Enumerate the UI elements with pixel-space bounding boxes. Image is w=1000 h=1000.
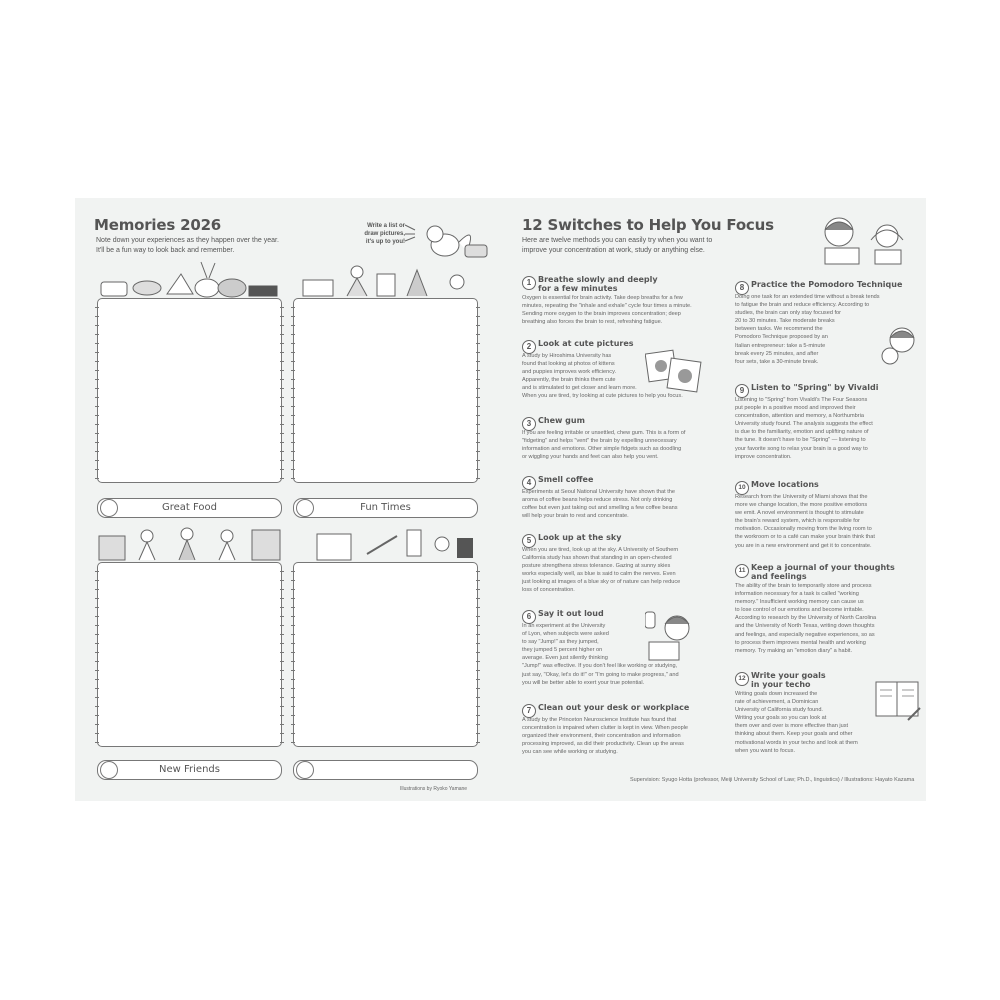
ruler-tick bbox=[95, 397, 99, 398]
ruler-tick bbox=[476, 607, 480, 608]
ruler-tick bbox=[95, 571, 99, 572]
tip-number-badge: 8 bbox=[735, 281, 749, 295]
ruler-tick bbox=[476, 706, 480, 707]
ruler-tick bbox=[280, 679, 284, 680]
ruler-tick bbox=[95, 652, 99, 653]
ruler-tick bbox=[291, 433, 295, 434]
ruler-tick bbox=[476, 697, 480, 698]
ruler-tick bbox=[476, 442, 480, 443]
ruler-tick bbox=[476, 634, 480, 635]
ruler-tick bbox=[95, 361, 99, 362]
tip-number-badge: 2 bbox=[522, 340, 536, 354]
ruler-tick bbox=[280, 451, 284, 452]
ruler-tick bbox=[280, 397, 284, 398]
ruler-tick bbox=[95, 742, 99, 743]
tip-title: Keep a journal of your thoughts and feelings bbox=[751, 563, 895, 581]
ruler-tick bbox=[291, 643, 295, 644]
tip-title: Practice the Pomodoro Technique bbox=[751, 280, 903, 289]
ruler-tick bbox=[476, 388, 480, 389]
ruler-tick bbox=[476, 433, 480, 434]
ruler-tick bbox=[280, 589, 284, 590]
ruler-tick bbox=[95, 307, 99, 308]
ruler-tick bbox=[291, 406, 295, 407]
ruler-tick bbox=[291, 652, 295, 653]
ruler-tick bbox=[291, 598, 295, 599]
ruler-tick bbox=[280, 742, 284, 743]
ruler-tick bbox=[476, 733, 480, 734]
ruler-tick bbox=[476, 724, 480, 725]
ruler-tick bbox=[95, 469, 99, 470]
ruler-tick bbox=[280, 598, 284, 599]
ruler-tick bbox=[95, 478, 99, 479]
ruler-tick bbox=[280, 388, 284, 389]
ruler-tick bbox=[95, 598, 99, 599]
ruler-tick bbox=[291, 688, 295, 689]
tip-body: Experiments at Seoul National University have shown that the aroma of coffee beans helps reduce stress. Not only drinking coffee but even just taking out and smelling a few coffee beans will help your brain to rest and concentrate. bbox=[522, 489, 678, 520]
ruler-tick bbox=[280, 361, 284, 362]
ruler-tick bbox=[476, 652, 480, 653]
ruler-tick bbox=[291, 679, 295, 680]
ruler-tick bbox=[291, 307, 295, 308]
ruler-tick bbox=[291, 697, 295, 698]
ruler-tick bbox=[95, 733, 99, 734]
tip-title: Chew gum bbox=[538, 416, 585, 425]
ruler-tick bbox=[476, 379, 480, 380]
ruler-tick bbox=[280, 652, 284, 653]
ruler-tick bbox=[95, 607, 99, 608]
ruler-tick bbox=[291, 478, 295, 479]
ruler-tick bbox=[476, 670, 480, 671]
speech-bubble-text: Write a list or draw pictures, it's up to you! bbox=[364, 223, 405, 245]
ruler-tick bbox=[291, 451, 295, 452]
ruler-tick bbox=[476, 643, 480, 644]
ruler-tick bbox=[280, 406, 284, 407]
ruler-tick bbox=[476, 451, 480, 452]
ruler-tick bbox=[476, 334, 480, 335]
ruler-tick bbox=[291, 460, 295, 461]
ruler-tick bbox=[291, 415, 295, 416]
ruler-tick bbox=[95, 451, 99, 452]
ruler-tick bbox=[291, 325, 295, 326]
ruler-tick bbox=[291, 715, 295, 716]
ruler-tick bbox=[95, 415, 99, 416]
ruler-tick bbox=[476, 460, 480, 461]
memories-intro: Note down your experiences as they happen over the year. It'll be a fun way to look back and remember. bbox=[96, 237, 279, 254]
tip-body: Writing goals down increased the rate of achievement, a Dominican University of California study found. Writing your goals so you can look at them over and over is more effective than just thinking about them. Keep your goals and other motivational words in your techo and look at them when you want to focus. bbox=[735, 691, 858, 754]
ruler-tick bbox=[291, 607, 295, 608]
tip-number-badge: 1 bbox=[522, 276, 536, 290]
tip-number-badge: 6 bbox=[522, 610, 536, 624]
ruler-tick bbox=[95, 316, 99, 317]
tip-title: Clean out your desk or workplace bbox=[538, 703, 690, 712]
ruler-tick bbox=[95, 688, 99, 689]
ruler-tick bbox=[476, 742, 480, 743]
ruler-tick bbox=[476, 580, 480, 581]
ruler-tick bbox=[291, 343, 295, 344]
illustration-credit: Illustrations by Ryoko Yamane bbox=[400, 786, 468, 792]
ruler-tick bbox=[291, 571, 295, 572]
free-caption bbox=[293, 760, 478, 780]
ruler-tick bbox=[95, 724, 99, 725]
free-box[interactable] bbox=[293, 562, 478, 747]
ruler-tick bbox=[95, 679, 99, 680]
ruler-tick bbox=[280, 442, 284, 443]
fun-times-box[interactable] bbox=[293, 298, 478, 483]
ruler-tick bbox=[280, 715, 284, 716]
ruler-tick bbox=[95, 460, 99, 461]
tip-body: The ability of the brain to temporarily store and process information necessary for a task is called "working memory." Insufficient working memory can cause us to lose control of our emotions and become irritable. According to research by the University of North Carolina and the University of North Texas, writing down thoughts and feelings, and especially negative experiences, so as to process them improves mental health and working memory. Try making an "emotion diary" a habit. bbox=[735, 583, 877, 654]
speech-marks-icon bbox=[403, 222, 417, 242]
ruler-tick bbox=[476, 598, 480, 599]
focus-intro: Here are twelve methods you can easily try when you want to improve your concentration at work, study or anything else. bbox=[522, 237, 713, 254]
ruler-tick bbox=[95, 334, 99, 335]
tip-number-badge: 5 bbox=[522, 534, 536, 548]
ruler-tick bbox=[291, 397, 295, 398]
ruler-tick bbox=[476, 478, 480, 479]
ruler-tick bbox=[476, 589, 480, 590]
planner-spread bbox=[75, 198, 926, 801]
ruler-tick bbox=[280, 424, 284, 425]
ruler-tick bbox=[280, 661, 284, 662]
ruler-tick bbox=[291, 742, 295, 743]
ruler-tick bbox=[476, 679, 480, 680]
ruler-tick bbox=[95, 424, 99, 425]
ruler-tick bbox=[476, 469, 480, 470]
ruler-tick bbox=[95, 589, 99, 590]
tip-title: Look up at the sky bbox=[538, 533, 622, 542]
tip-title: Listen to "Spring" by Vivaldi bbox=[751, 383, 879, 392]
cat-pictures-illustration bbox=[645, 346, 705, 398]
ruler-tick bbox=[95, 643, 99, 644]
tip-title: Say it out loud bbox=[538, 609, 604, 618]
ruler-tick bbox=[291, 589, 295, 590]
ruler-tick bbox=[280, 316, 284, 317]
ruler-tick bbox=[280, 415, 284, 416]
ruler-tick bbox=[280, 460, 284, 461]
ruler-tick bbox=[476, 361, 480, 362]
ruler-tick bbox=[291, 733, 295, 734]
ruler-tick bbox=[95, 715, 99, 716]
ruler-tick bbox=[95, 634, 99, 635]
tip-number-badge: 11 bbox=[735, 564, 749, 578]
pencil-icon bbox=[296, 761, 314, 779]
tip-body: In an experiment at the University of Lyon, when subjects were asked to say "Jump!" as they jumped, they jumped 5 percent higher on average. Even just silently thinking "Jump!" was effective. If you don't feel like working or studying, just say, "Okay, let's do it!" or "I'm going to make progress," and you will be better able to exert your true potential. bbox=[522, 623, 679, 686]
tomato-timer-illustration bbox=[878, 324, 918, 369]
tip-body: A study by the Princeton Neuroscience Institute has found that concentration is impaired when clutter is kept in view. When people organized their environment, their concentration and information processing improved, as did their productivity. Clean up the areas you can see while working or studying. bbox=[522, 717, 689, 756]
smiley-icon bbox=[296, 499, 314, 517]
ruler-tick bbox=[280, 580, 284, 581]
ruler-tick bbox=[280, 607, 284, 608]
ruler-tick bbox=[95, 442, 99, 443]
ruler-tick bbox=[280, 370, 284, 371]
ruler-tick bbox=[476, 406, 480, 407]
ruler-tick bbox=[291, 469, 295, 470]
tip-body: Research from the University of Miami shows that the more we change location, the more positive emotions we emit. A novel environment is thought to stimulate the brain's reward system, which is responsible for motivation. Occasionally moving from the living room to the workroom or to a café can make your brain think that you are in a new environment and get it to concentrate. bbox=[735, 494, 875, 549]
ruler-tick bbox=[476, 415, 480, 416]
ruler-tick bbox=[291, 352, 295, 353]
tip-title: Breathe slowly and deeply for a few minutes bbox=[538, 275, 658, 293]
ruler-tick bbox=[476, 661, 480, 662]
ruler-tick bbox=[95, 379, 99, 380]
new-friends-box[interactable] bbox=[97, 562, 282, 747]
ruler-tick bbox=[476, 325, 480, 326]
ruler-tick bbox=[291, 334, 295, 335]
fun-illustration bbox=[297, 260, 477, 300]
focus-title: 12 Switches to Help You Focus bbox=[522, 216, 774, 234]
ruler-tick bbox=[280, 571, 284, 572]
tip-title: Move locations bbox=[751, 480, 819, 489]
ruler-tick bbox=[476, 307, 480, 308]
ruler-tick bbox=[476, 316, 480, 317]
ruler-tick bbox=[280, 625, 284, 626]
tip-number-badge: 3 bbox=[522, 417, 536, 431]
tip-number-badge: 7 bbox=[522, 704, 536, 718]
ruler-tick bbox=[280, 352, 284, 353]
dessert-icon bbox=[100, 499, 118, 517]
ruler-tick bbox=[95, 616, 99, 617]
ruler-tick bbox=[95, 580, 99, 581]
ruler-tick bbox=[476, 571, 480, 572]
ruler-tick bbox=[291, 616, 295, 617]
ruler-tick bbox=[280, 670, 284, 671]
ruler-tick bbox=[291, 670, 295, 671]
ruler-tick bbox=[291, 580, 295, 581]
ruler-tick bbox=[95, 370, 99, 371]
ruler-tick bbox=[291, 706, 295, 707]
ruler-tick bbox=[291, 661, 295, 662]
ruler-tick bbox=[476, 370, 480, 371]
friends-illustration bbox=[97, 524, 282, 562]
tip-title: Look at cute pictures bbox=[538, 339, 634, 348]
great-food-caption: Great Food bbox=[97, 498, 282, 518]
ruler-tick bbox=[476, 343, 480, 344]
tip-body: If you are feeling irritable or unsettled, chew gum. This is a form of "fidgeting" and helps "vent" the brain by expelling unnecessary information and emotions. Other simple fidgets such as doodling or wiggling your hands and feet can also help you vent. bbox=[522, 430, 686, 461]
ruler-tick bbox=[476, 625, 480, 626]
ruler-tick bbox=[280, 379, 284, 380]
ruler-tick bbox=[291, 424, 295, 425]
speaking-person-illustration bbox=[645, 608, 700, 663]
ruler-tick bbox=[280, 733, 284, 734]
studying-people-illustration bbox=[815, 210, 915, 270]
ruler-tick bbox=[95, 433, 99, 434]
focus-tips-page bbox=[500, 198, 926, 801]
memories-page bbox=[75, 198, 500, 801]
tip-title: Write your goals in your techo bbox=[751, 671, 826, 689]
squirrel-illustration bbox=[415, 212, 490, 262]
food-illustration bbox=[97, 260, 282, 300]
ruler-tick bbox=[95, 625, 99, 626]
ruler-tick bbox=[291, 361, 295, 362]
tip-body: Listening to "Spring" from Vivaldi's The Four Seasons put people in a positive mood and improved their concentration, attention and memory, a Northumbria University study found. The analysis suggests the effect is due to the familiarity, emotion and uplifting nature of the tune. It doesn't have to be "Spring" — listening to your favorite song to relax your brain is a good way to improve concentration. bbox=[735, 397, 873, 460]
ruler-tick bbox=[291, 724, 295, 725]
stationery-illustration bbox=[297, 524, 477, 562]
ruler-tick bbox=[476, 616, 480, 617]
supervision-credit: Supervision: Syugo Hotta (professor, Meiji University School of Law; Ph.D., linguistics) / Illustrations: Hayato Kazama bbox=[630, 777, 915, 783]
tip-number-badge: 12 bbox=[735, 672, 749, 686]
ruler-tick bbox=[280, 343, 284, 344]
ruler-tick bbox=[280, 307, 284, 308]
memories-title: Memories 2026 bbox=[94, 216, 222, 234]
ruler-tick bbox=[280, 478, 284, 479]
ruler-tick bbox=[291, 634, 295, 635]
ruler-tick bbox=[476, 715, 480, 716]
tip-body: Doing one task for an extended time without a break tends to fatigue the brain and reduce efficiency. According to studies, the brain can only stay focused for 20 to 30 minutes. Take moderate breaks between tasks. We recommend the Pomodoro Technique proposed by an Italian entrepreneur: take a 5-minute break every 25 minutes, and after four sets, take a 30-minute break. bbox=[735, 294, 880, 365]
ruler-tick bbox=[280, 697, 284, 698]
ruler-tick bbox=[291, 625, 295, 626]
ruler-tick bbox=[476, 352, 480, 353]
tip-number-badge: 9 bbox=[735, 384, 749, 398]
ruler-tick bbox=[95, 406, 99, 407]
ruler-tick bbox=[95, 325, 99, 326]
fun-times-caption: Fun Times bbox=[293, 498, 478, 518]
ruler-tick bbox=[280, 688, 284, 689]
ruler-tick bbox=[95, 697, 99, 698]
ruler-tick bbox=[476, 424, 480, 425]
ruler-tick bbox=[95, 661, 99, 662]
ruler-tick bbox=[291, 379, 295, 380]
ruler-tick bbox=[280, 325, 284, 326]
ruler-tick bbox=[291, 442, 295, 443]
ruler-tick bbox=[95, 706, 99, 707]
journal-illustration bbox=[872, 676, 922, 726]
tip-title: Smell coffee bbox=[538, 475, 594, 484]
ruler-tick bbox=[291, 388, 295, 389]
ruler-tick bbox=[280, 643, 284, 644]
ruler-tick bbox=[280, 706, 284, 707]
ruler-tick bbox=[280, 724, 284, 725]
ruler-tick bbox=[95, 670, 99, 671]
tip-number-badge: 10 bbox=[735, 481, 749, 495]
ruler-tick bbox=[280, 433, 284, 434]
ruler-tick bbox=[95, 388, 99, 389]
handshake-icon bbox=[100, 761, 118, 779]
tip-body: When you are tired, look up at the sky. A University of Southern California study has shown that standing in an open-chested posture strengthens stress tolerance. Gazing at sunny skies works especially well, as blue is said to calm the nerves. Even just looking at images of a blue sky or of nature can help reduce loss of concentration. bbox=[522, 547, 681, 594]
great-food-box[interactable] bbox=[97, 298, 282, 483]
ruler-tick bbox=[280, 469, 284, 470]
ruler-tick bbox=[476, 397, 480, 398]
ruler-tick bbox=[291, 370, 295, 371]
tip-body: Oxygen is essential for brain activity. Take deep breaths for a few minutes, repeating the "inhale and exhale" cycle four times a minute. Sending more oxygen to the brain improves concentration; deep breathing also forces the brain to rest, refreshing fatigue. bbox=[522, 295, 692, 326]
new-friends-caption: New Friends bbox=[97, 760, 282, 780]
ruler-tick bbox=[95, 343, 99, 344]
ruler-tick bbox=[95, 352, 99, 353]
ruler-tick bbox=[476, 688, 480, 689]
tip-body: A study by Hiroshima University has found that looking at photos of kittens and puppies improves work efficiency. Apparently, the brain thinks them cute and is stimulated to get closer and learn more. When you are tired, try looking at cute pictures to help you focus. bbox=[522, 353, 683, 400]
ruler-tick bbox=[280, 634, 284, 635]
ruler-tick bbox=[280, 334, 284, 335]
ruler-tick bbox=[291, 316, 295, 317]
tip-number-badge: 4 bbox=[522, 476, 536, 490]
ruler-tick bbox=[280, 616, 284, 617]
